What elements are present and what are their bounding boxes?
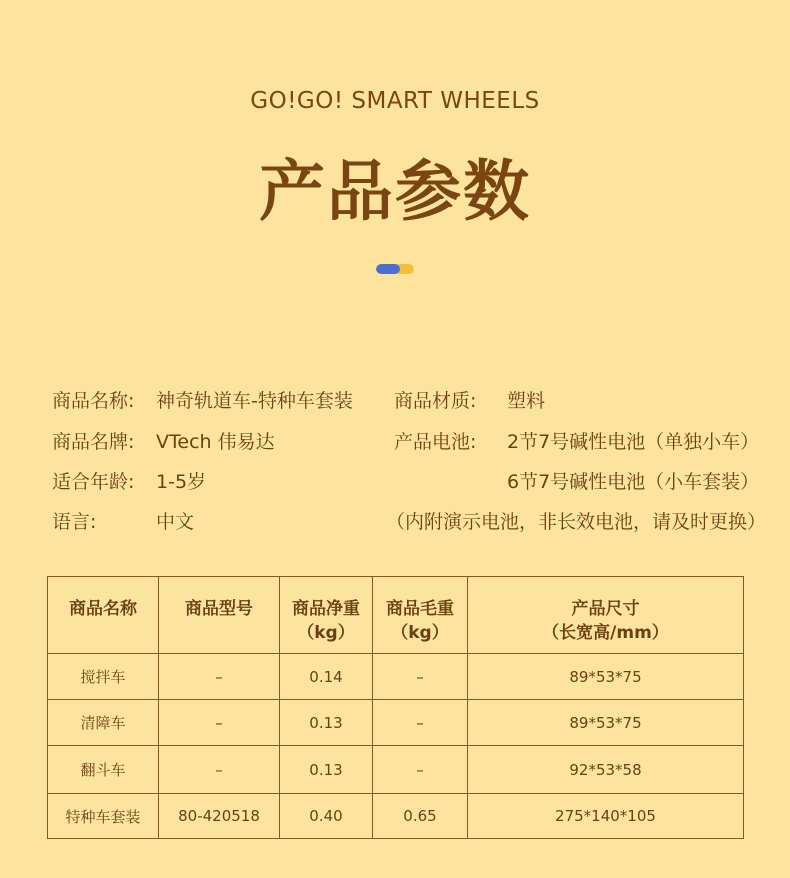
- accent-pill-icon: [376, 264, 414, 274]
- brand-subtitle: GO!GO! SMART WHEELS: [250, 88, 540, 114]
- spec-name-value: 神奇轨道车-特种车套装: [156, 390, 353, 412]
- cell-gross: –: [373, 746, 468, 794]
- spec-name-label: 商品名称:: [52, 390, 135, 412]
- cell-net: 0.14: [280, 654, 373, 700]
- cell-net: 0.13: [280, 700, 373, 746]
- header-net-weight: 商品净重 （kg）: [280, 577, 373, 654]
- cell-gross: –: [373, 654, 468, 700]
- spec-language-value: 中文: [156, 511, 195, 533]
- header-gross-weight: 商品毛重 （kg）: [373, 577, 468, 654]
- cell-name: 特种车套装: [48, 794, 159, 839]
- table-header-row: [48, 577, 744, 654]
- cell-gross: –: [373, 700, 468, 746]
- cell-size: 92*53*58: [468, 746, 744, 794]
- table-row: [48, 746, 744, 794]
- spec-battery-label: 产品电池:: [394, 431, 477, 453]
- table-row: [48, 654, 744, 700]
- cell-model: –: [159, 746, 280, 794]
- spec-age-label: 适合年龄:: [52, 471, 135, 493]
- product-params-table: [47, 576, 744, 839]
- cell-size: 89*53*75: [468, 654, 744, 700]
- table-row: [48, 700, 744, 746]
- spec-brand-value: VTech 伟易达: [156, 431, 275, 453]
- spec-material-label: 商品材质:: [394, 390, 477, 412]
- header-name: 商品名称: [48, 577, 159, 654]
- cell-net: 0.40: [280, 794, 373, 839]
- spec-battery-note: （内附演示电池，非长效电池，请及时更换）: [386, 511, 767, 533]
- header-model: 商品型号: [159, 577, 280, 654]
- spec-age-value: 1-5岁: [156, 471, 207, 493]
- cell-name: 翻斗车: [48, 746, 159, 794]
- spec-material-value: 塑料: [507, 390, 546, 412]
- cell-size: 89*53*75: [468, 700, 744, 746]
- spec-battery-value-1: 2节7号碱性电池（单独小车）: [507, 431, 760, 453]
- cell-model: –: [159, 654, 280, 700]
- cell-name: 搅拌车: [48, 654, 159, 700]
- cell-model: –: [159, 700, 280, 746]
- table-row: [48, 794, 744, 839]
- cell-size: 275*140*105: [468, 794, 744, 839]
- page-title: 产品参数: [259, 153, 531, 230]
- spec-brand-label: 商品名牌:: [52, 431, 135, 453]
- spec-battery-value-2: 6节7号碱性电池（小车套装）: [507, 471, 760, 493]
- cell-net: 0.13: [280, 746, 373, 794]
- cell-name: 清障车: [48, 700, 159, 746]
- cell-model: 80-420518: [159, 794, 280, 839]
- pill-blue-segment: [376, 264, 400, 274]
- cell-gross: 0.65: [373, 794, 468, 839]
- spec-language-label: 语言:: [52, 511, 97, 533]
- header-size: 产品尺寸 （长宽高/mm）: [468, 577, 744, 654]
